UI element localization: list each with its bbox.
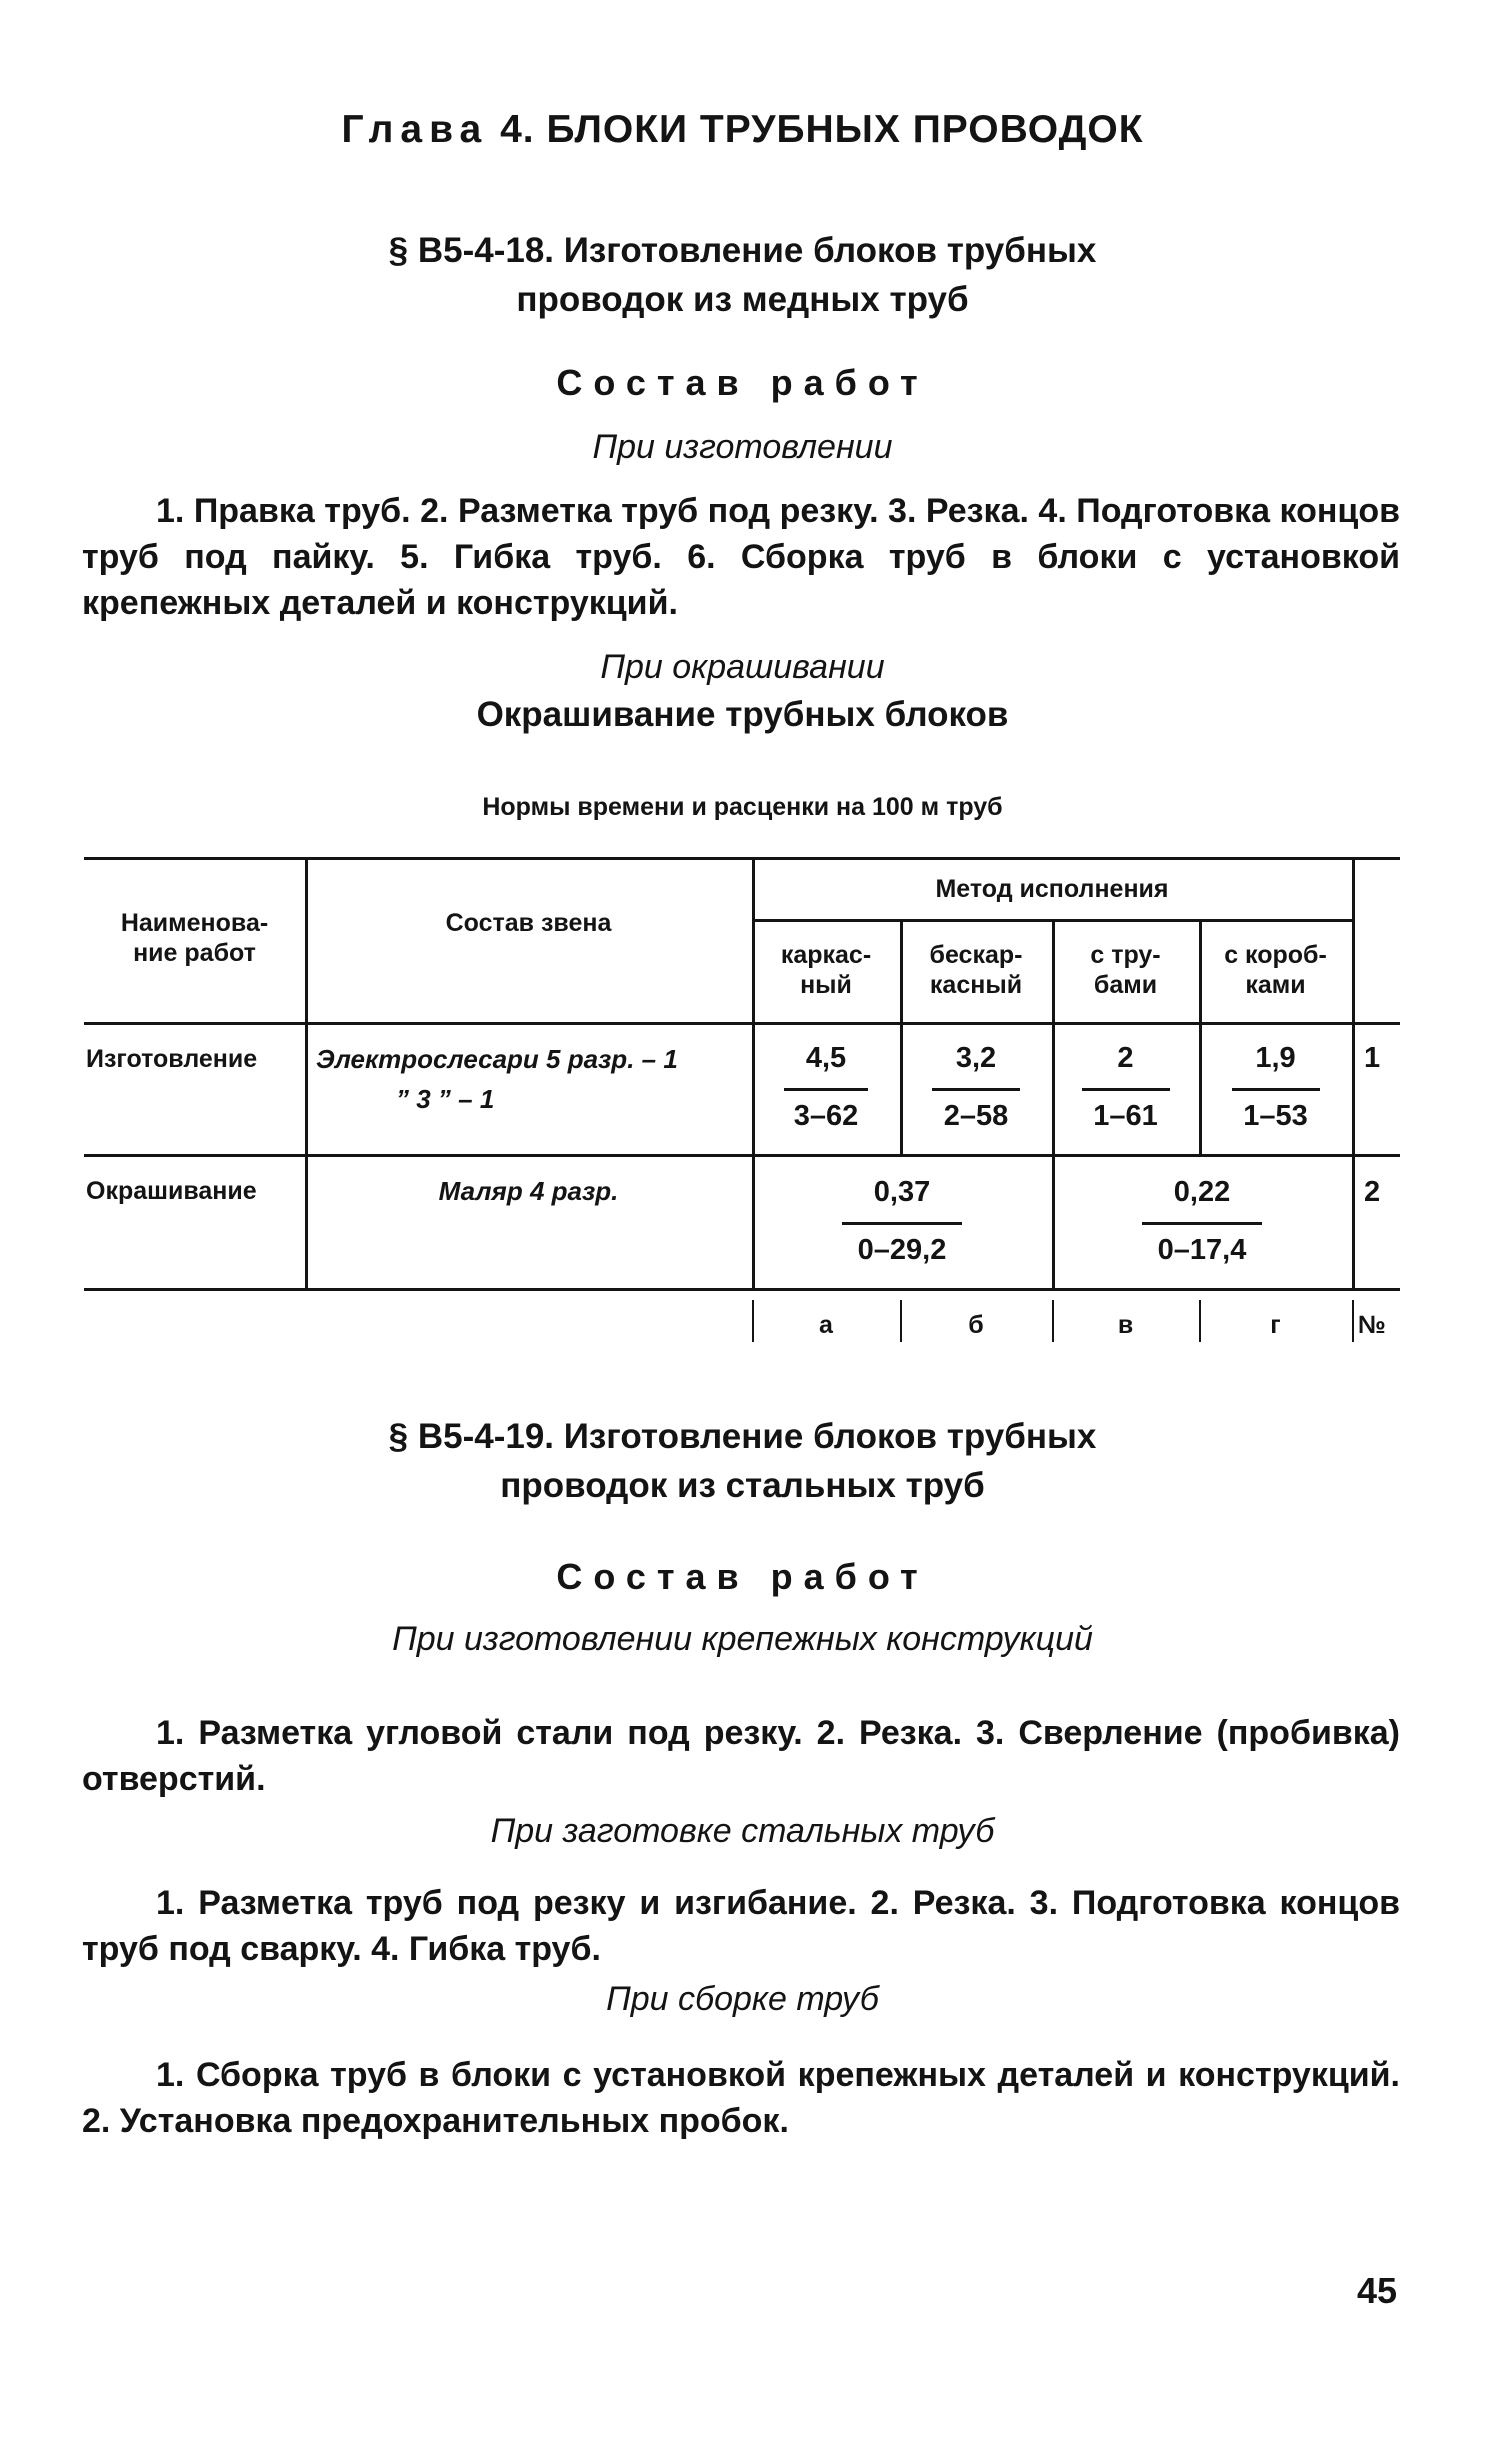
row1-number: 1 [1364, 1042, 1381, 1074]
footer-col-d: г [1270, 1311, 1281, 1339]
table-top-rule [84, 857, 1400, 860]
section2-composition-heading: Состав работ [556, 1556, 929, 1597]
row1-a-fraction-line [784, 1088, 868, 1091]
header-method: Метод исполнения [935, 875, 1169, 903]
section1-painting-text: Окрашивание трубных блоков [476, 695, 1009, 734]
row2-ab-rate: 0–29,2 [857, 1234, 947, 1266]
section2-fixtures-text: 1. Разметка угловой стали под резку. 2. Резка. 3. Сверление (пробивка) отверстий. [82, 1714, 1400, 1798]
row2-cd-norm: 0,22 [1173, 1176, 1231, 1208]
row1-crew-line1: Электрослесари 5 разр. – 1 [316, 1044, 678, 1074]
header-col-pipes-line2: бами [1093, 971, 1158, 999]
header-col-pipes [1052, 940, 1199, 1000]
section1-title [0, 226, 1485, 324]
header-col-frame-line1: каркас- [780, 941, 872, 969]
header-work-name-line2: ние работ [133, 939, 256, 967]
row1-bottom-rule [84, 1154, 1400, 1157]
row1-b-rate: 2–58 [943, 1100, 1009, 1132]
header-col-frame-line2: ный [800, 971, 852, 999]
header-col-frame [752, 940, 900, 1000]
table-caption: Нормы времени и расценки на 100 м труб [482, 793, 1003, 821]
row1-c-norm: 2 [1117, 1042, 1134, 1074]
chapter-heading [0, 108, 1485, 152]
row1-b-fraction-line [932, 1088, 1020, 1091]
section2-title-line1: § В5-4-19. Изготовление блоков трубных [388, 1417, 1097, 1456]
footer-col-b: б [968, 1311, 984, 1339]
section2-subheading-fixtures: При изготовлении крепежных конструкций [392, 1620, 1093, 1658]
footer-col-c: в [1117, 1311, 1134, 1339]
section1-subheading-manufacture: При изготовлении [592, 428, 893, 466]
section2-title [0, 1412, 1485, 1510]
page-number: 45 [1356, 2270, 1397, 2311]
row1-b-norm: 3,2 [955, 1042, 997, 1074]
row1-d-rate: 1–53 [1243, 1100, 1308, 1132]
header-crew: Состав звена [445, 909, 612, 937]
header-col-boxes-line2: ками [1245, 971, 1306, 999]
row1-a-norm: 4,5 [805, 1042, 847, 1074]
footer-col-number: № [1358, 1311, 1386, 1339]
row2-cd-rate: 0–17,4 [1157, 1234, 1247, 1266]
row1-a-rate: 3–62 [793, 1100, 859, 1132]
header-col-frameless-line1: бескар- [929, 941, 1023, 969]
row2-crew-line1: Маляр 4 разр. [438, 1176, 619, 1206]
header-col-pipes-line1: с тру- [1090, 941, 1161, 969]
chapter-title: 4. БЛОКИ ТРУБНЫХ ПРОВОДОК [500, 108, 1144, 151]
chapter-prefix: Глава [341, 108, 489, 151]
section2-subheading-assembly: При сборке труб [606, 1980, 879, 2018]
row2-ab-norm: 0,37 [873, 1176, 931, 1208]
header-work-name [84, 908, 305, 968]
row2-number: 2 [1364, 1176, 1381, 1208]
table-bottom-rule [84, 1288, 1400, 1291]
row1-c-fraction-line [1082, 1088, 1170, 1091]
header-bottom-rule [84, 1022, 1400, 1025]
section2-title-line2: проводок из стальных труб [500, 1466, 985, 1505]
header-work-name-line1: Наименова- [120, 909, 269, 937]
section2-assembly-text: 1. Сборка труб в блоки с установкой крепежных деталей и конструкций. 2. Установка предохранительных пробок. [82, 2056, 1400, 2140]
header-col-frameless [900, 940, 1052, 1000]
header-col-boxes [1199, 940, 1352, 1000]
row2-ab-fraction-line [842, 1222, 962, 1225]
row1-d-norm: 1,9 [1255, 1042, 1296, 1074]
header-col-frameless-line2: касный [929, 971, 1023, 999]
footer-col-a: а [819, 1311, 833, 1339]
section1-title-line2: проводок из медных труб [516, 280, 969, 319]
row1-c-rate: 1–61 [1093, 1100, 1158, 1132]
section1-subheading-painting: При окрашивании [600, 648, 885, 686]
section2-steel-pipes-text: 1. Разметка труб под резку и изгибание. 2. Резка. 3. Подготовка концов труб под сварку. 4. Гибка труб. [82, 1884, 1400, 1968]
section2-subheading-steel-pipes: При заготовке стальных труб [490, 1812, 995, 1850]
row1-d-fraction-line [1232, 1088, 1320, 1091]
row2-cd-fraction-line [1142, 1222, 1262, 1225]
section1-manufacture-text: 1. Правка труб. 2. Разметка труб под резку. 3. Резка. 4. Подготовка концов труб под пайку. 5. Гибка труб. 6. Сборка труб в блоки с установкой крепежных деталей и конструкций. [82, 492, 1400, 622]
section1-composition-heading: Состав работ [556, 362, 929, 403]
row2-work-name: Окрашивание [86, 1177, 257, 1205]
header-col-boxes-line1: с короб- [1224, 941, 1327, 969]
row1-crew-line2: ” 3 ” – 1 [396, 1084, 495, 1114]
row1-work-name: Изготовление [86, 1045, 258, 1073]
section1-title-line1: § В5-4-18. Изготовление блоков трубных [388, 231, 1097, 270]
